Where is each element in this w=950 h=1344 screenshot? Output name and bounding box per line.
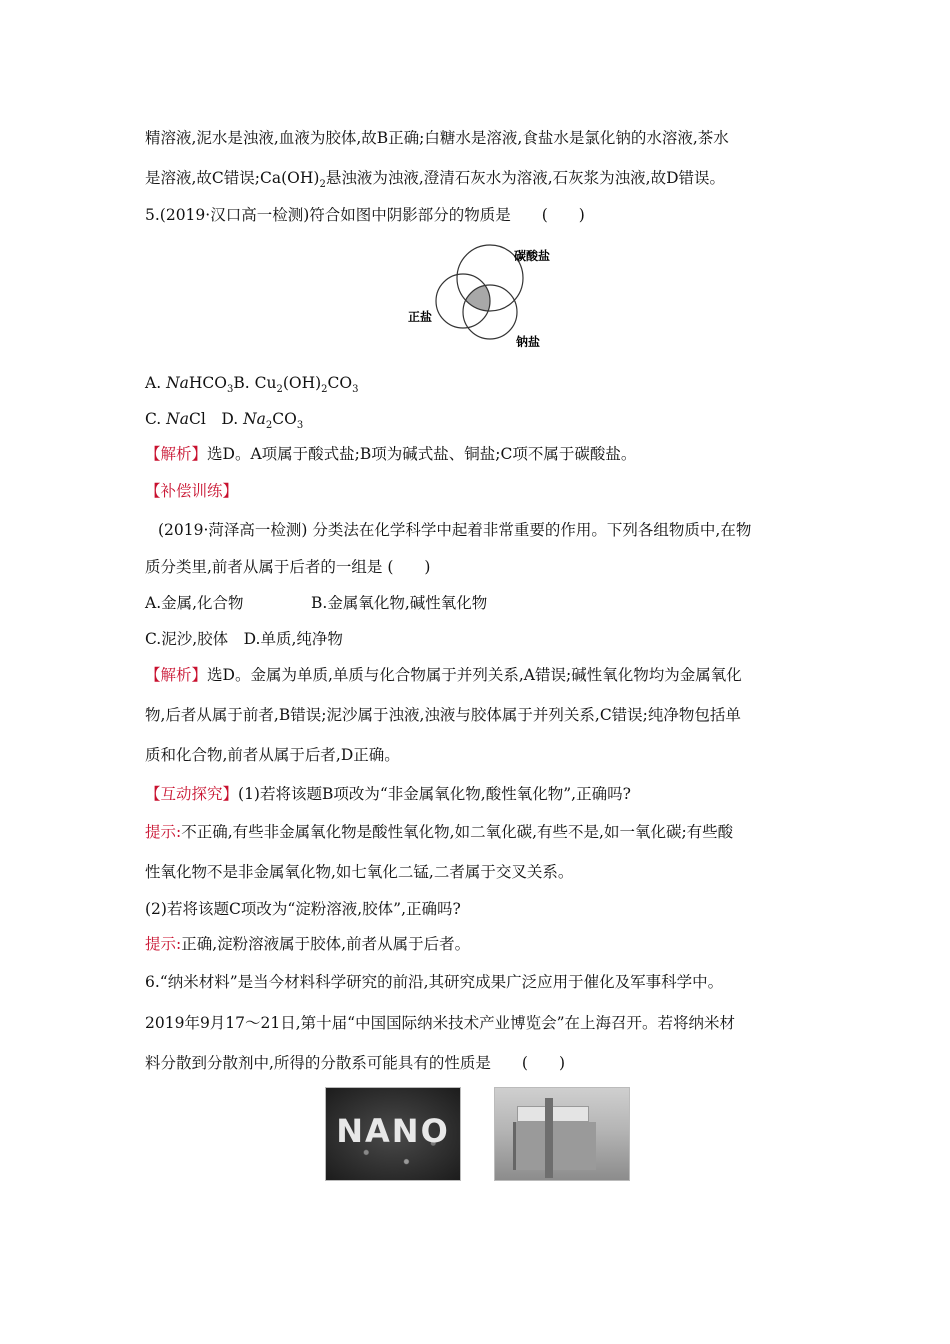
label-sodium-salt: 钠盐 <box>516 335 541 349</box>
supplement-analysis-2: 物,后者从属于前者,B错误;泥沙属于浊液,浊液与胶体属于并列关系,C错误;纯净物包括单 <box>145 706 741 724</box>
text: CO <box>327 374 353 392</box>
text: A. <box>145 374 167 392</box>
supplement-option-a: A.金属,化合物 <box>145 594 244 612</box>
supplement-stem-2: 质分类里,前者从属于后者的一组是 ( ) <box>145 558 431 576</box>
supplement-analysis-3: 质和化合物,前者从属于后者,D正确。 <box>145 746 400 764</box>
explore-q2: (2)若将该题C项改为“淀粉溶液,胶体”,正确吗? <box>145 900 461 918</box>
supplement-analysis-1 <box>145 664 742 686</box>
subscript: 3 <box>226 384 234 396</box>
subscript: 2 <box>319 179 326 191</box>
hint-tag: 提示: <box>145 935 182 953</box>
expo-banner <box>517 1106 589 1122</box>
text: 悬浊液为浊液,澄清石灰水为溶液,石灰浆为浊液,故D错误。 <box>325 169 726 187</box>
q5-stem: 5.(2019·汉口高一检测)符合如图中阴影部分的物质是 ( ) <box>145 206 585 224</box>
explore-tag: 【互动探究】 <box>145 785 239 803</box>
text: Na <box>166 410 189 428</box>
text: HCO <box>188 374 227 392</box>
venn-diagram <box>400 240 570 350</box>
text: D. <box>221 410 244 428</box>
q5-options-cd <box>145 408 303 437</box>
nano-text: NANO <box>336 1112 450 1150</box>
label-carbonate: 碳酸盐 <box>514 249 551 263</box>
analysis-tag: 【解析】 <box>145 445 208 463</box>
text: 选D。A项属于酸式盐;B项为碱式盐、铜盐;C项不属于碳酸盐。 <box>207 445 637 463</box>
text: C. <box>145 410 167 428</box>
q6-line1: 6.“纳米材料”是当今材料科学研究的前沿,其研究成果广泛应用于催化及军事科学中。 <box>145 973 724 991</box>
subscript: 2 <box>265 420 273 432</box>
text: (OH) <box>282 374 322 392</box>
supplement-options-cd: C.泥沙,胶体 D.单质,纯净物 <box>145 630 343 648</box>
label-normal-salt: 正盐 <box>408 310 433 324</box>
analysis-tag: 【解析】 <box>145 666 208 684</box>
explore-q1 <box>145 783 631 805</box>
explore-hint1-b: 性氧化物不是非金属氧化物,如七氧化二锰,二者属于交叉关系。 <box>145 863 574 881</box>
text: CO <box>272 410 297 428</box>
explore-hint2 <box>145 933 470 955</box>
supplement-stem-1: (2019·菏泽高一检测) 分类法在化学科学中起着非常重要的作用。下列各组物质中,在物 <box>158 521 752 539</box>
text: 正确,淀粉溶液属于胶体,前者从属于后者。 <box>181 935 471 953</box>
text: 是溶液,故C错误;Ca(OH) <box>145 169 320 187</box>
expo-pillar <box>545 1098 553 1178</box>
para1-line2 <box>145 167 725 196</box>
text: 不正确,有些非金属氧化物是酸性氧化物,如二氧化碳,有些不是,如一氧化碳;有些酸 <box>181 823 734 841</box>
subscript: 2 <box>276 384 283 396</box>
supplement-tag: 【补偿训练】 <box>145 482 239 500</box>
q5-analysis <box>145 443 636 465</box>
q6-line3: 料分散到分散剂中,所得的分散系可能具有的性质是 ( ) <box>145 1054 566 1072</box>
hint-tag: 提示: <box>145 823 182 841</box>
text: (1)若将该题B项改为“非金属氧化物,酸性氧化物”,正确吗? <box>238 785 631 803</box>
sodium-salt-circle <box>463 285 517 339</box>
expo-booth <box>513 1122 596 1170</box>
explore-hint1-a <box>145 821 733 843</box>
supplement-option-b: B.金属氧化物,碱性氧化物 <box>311 594 488 612</box>
expo-photo <box>494 1087 630 1181</box>
text: Na <box>166 374 189 392</box>
q6-line2: 2019年9月17～21日,第十届“中国国际纳米技术产业博览会”在上海召开。若将纳米材 <box>145 1014 736 1032</box>
text: Cl <box>188 410 206 428</box>
q5-options-ab <box>145 372 358 401</box>
subscript: 2 <box>321 384 328 396</box>
text: B. Cu <box>233 374 277 392</box>
subscript: 3 <box>296 420 304 432</box>
text <box>206 410 222 428</box>
text: 选D。金属为单质,单质与化合物属于并列关系,A错误;碱性氧化物均为金属氧化 <box>207 666 742 684</box>
para1-line1: 精溶液,泥水是浊液,血液为胶体,故B正确;白糖水是溶液,食盐水是氯化钠的水溶液,茶水 <box>145 129 729 147</box>
subscript: 3 <box>352 384 359 396</box>
text: Na <box>243 410 266 428</box>
nano-photo <box>325 1087 461 1181</box>
